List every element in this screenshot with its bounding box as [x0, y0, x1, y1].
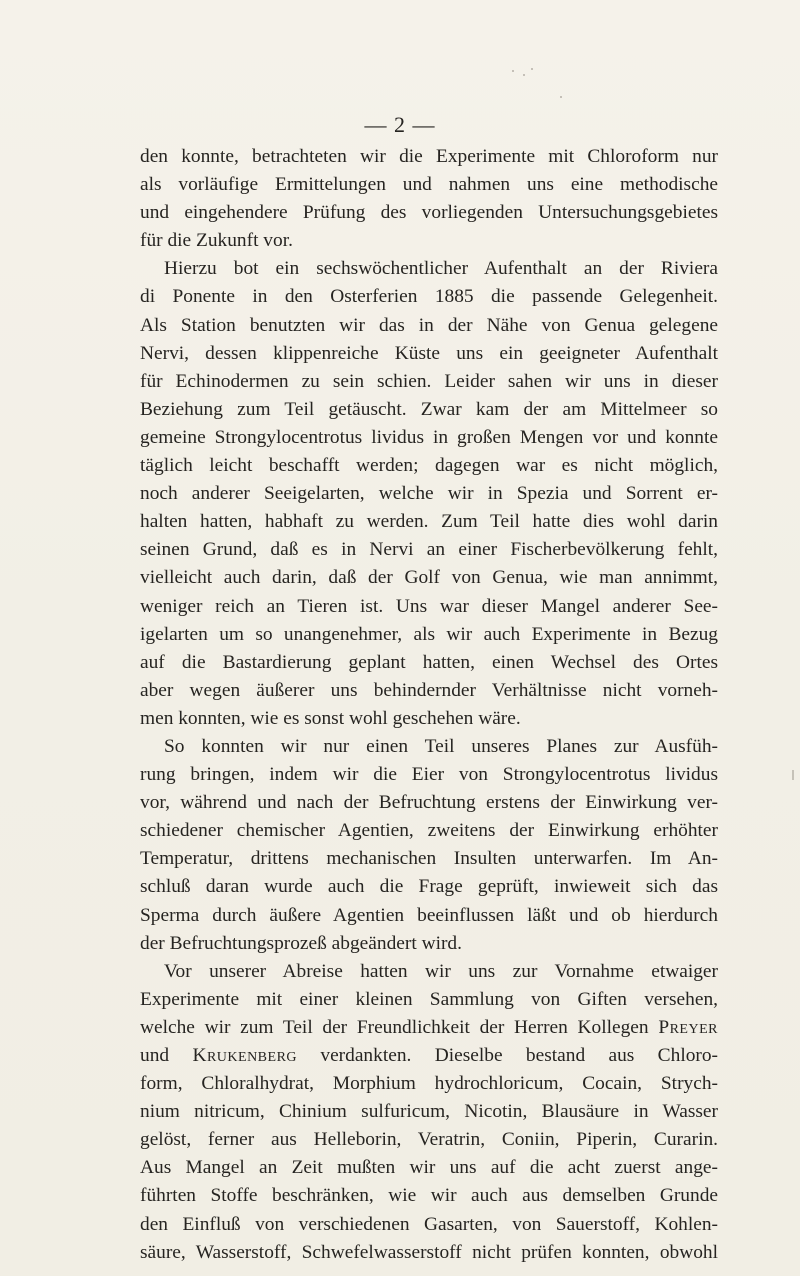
text-line: So konnten wir nur einen Teil unseres Planes zur Ausfüh- — [164, 735, 718, 757]
text-line — [140, 1042, 718, 1070]
text-line: auf die Bastardierung geplant hatten, einen Wechsel des Ortes — [140, 651, 718, 673]
text-line: vielleicht auch darin, daß der Golf von Genua, wie man annimmt, — [140, 567, 718, 589]
text-line: nium nitricum, Chinium sulfuricum, Nicotin, Blausäure in Wasser — [140, 1101, 718, 1123]
text-line: schiedener chemischer Agentien, zweitens der Einwirkung erhöhter — [140, 820, 718, 842]
text-line: Aus Mangel an Zeit mußten wir uns auf die acht zuerst ange- — [140, 1157, 718, 1179]
text-line: vor, während und nach der Befruchtung erstens der Einwirkung ver- — [140, 792, 718, 814]
text-line: Experimente mit einer kleinen Sammlung von Giften versehen, — [140, 988, 718, 1010]
text-line: Als Station benutzten wir das in der Nähe von Genua gelegene — [140, 314, 718, 336]
text-line: noch anderer Seeigelarten, welche wir in Spezia und Sorrent er- — [140, 483, 718, 505]
paper-speck — [512, 70, 514, 72]
text-line: den Einfluß von verschiedenen Gasarten, von Sauerstoff, Kohlen- — [140, 1213, 718, 1235]
text-line: Vor unserer Abreise hatten wir uns zur Vornahme etwaiger — [164, 960, 718, 982]
page-edge-mark — [792, 770, 794, 780]
text-line: für Echinodermen zu sein schien. Leider sahen wir uns in dieser — [140, 370, 718, 392]
text-line: der Befruchtungsprozeß abgeändert wird. — [140, 932, 462, 954]
text-line: form, Chloralhydrat, Morphium hydrochloricum, Cocain, Strych- — [140, 1073, 718, 1095]
paper-speck — [560, 96, 562, 98]
text-line: Hierzu bot ein sechswöchentlicher Aufenthalt an der Riviera — [164, 258, 718, 280]
text-line: täglich leicht beschafft werden; dagegen war es nicht möglich, — [140, 455, 718, 477]
text-line: gelöst, ferner aus Helleborin, Veratrin, Coniin, Piperin, Curarin. — [140, 1129, 718, 1151]
text-line: Temperatur, drittens mechanischen Insulten unterwarfen. Im An- — [140, 848, 718, 870]
text-line: igelarten um so unangenehmer, als wir auch Experimente in Bezug — [140, 623, 718, 645]
text-line: führten Stoffe beschränken, wie wir auch aus demselben Grunde — [140, 1185, 718, 1207]
text-line: Beziehung zum Teil getäuscht. Zwar kam der am Mittelmeer so — [140, 398, 718, 420]
text-line: schluß daran wurde auch die Frage geprüft, inwieweit sich das — [140, 876, 718, 898]
text-line: als vorläufige Ermittelungen und nahmen uns eine methodische — [140, 174, 718, 196]
author-name-krukenberg: Krukenberg — [192, 1045, 298, 1066]
text-line: Sperma durch äußere Agentien beeinflussen läßt und ob hierdurch — [140, 904, 718, 926]
text-line: seinen Grund, daß es in Nervi an einer Fischerbevölkerung fehlt, — [140, 539, 718, 561]
text-line: di Ponente in den Osterferien 1885 die passende Gelegenheit. — [140, 286, 718, 308]
body-text — [140, 143, 718, 1267]
text-line: für die Zukunft vor. — [140, 230, 293, 252]
text-line: halten hatten, habhaft zu werden. Zum Teil hatte dies wohl darin — [140, 511, 718, 533]
text-line: Nervi, dessen klippenreiche Küste uns ein geeigneter Aufenthalt — [140, 342, 718, 364]
text-segment: verdankten. Dieselbe bestand aus Chloro- — [297, 1045, 718, 1066]
text-line: weniger reich an Tieren ist. Uns war dieser Mangel anderer See- — [140, 595, 718, 617]
text-segment: welche wir zum Teil der Freundlichkeit der Herren Kollegen — [140, 1016, 649, 1038]
text-line: den konnte, betrachteten wir die Experimente mit Chloroform nur — [140, 146, 718, 167]
text-line: rung bringen, indem wir die Eier von Strongylocentrotus lividus — [140, 764, 718, 786]
page-number: — 2 — — [364, 112, 436, 137]
text-line — [140, 1014, 718, 1042]
text-line: und eingehendere Prüfung des vorliegenden Untersuchungsgebietes — [140, 202, 718, 224]
text-line: säure, Wasserstoff, Schwefelwasserstoff nicht prüfen konnten, obwohl — [140, 1241, 718, 1263]
paper-speck — [531, 68, 533, 70]
text-line: aber wegen äußerer uns behindernder Verhältnisse nicht vorneh- — [140, 679, 718, 701]
author-name-preyer: Preyer — [658, 1016, 718, 1038]
paper-speck — [523, 74, 525, 76]
text-segment: und — [140, 1045, 193, 1066]
text-line: gemeine Strongylocentrotus lividus in großen Mengen vor und konnte — [140, 426, 718, 448]
text-line: men konnten, wie es sonst wohl geschehen wäre. — [140, 707, 521, 729]
